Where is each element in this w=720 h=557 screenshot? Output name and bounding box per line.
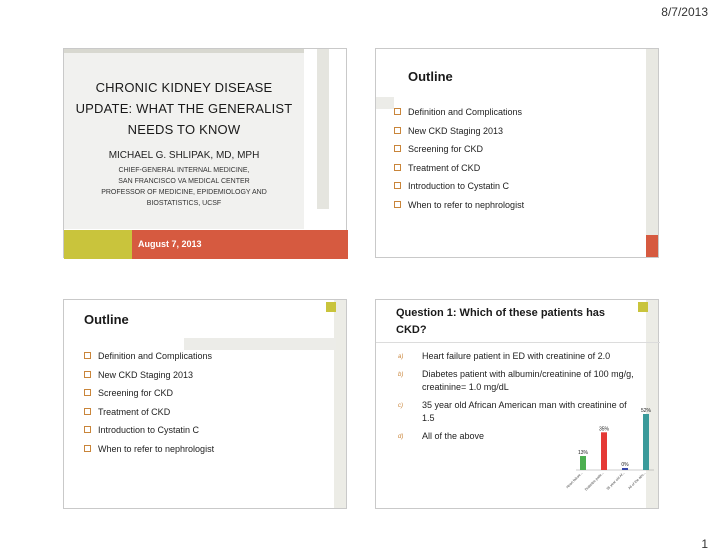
presentation-title: CHRONIC KIDNEY DISEASE UPDATE: WHAT THE GENERALIST NEEDS TO KNOW — [75, 80, 293, 137]
author-name: MICHAEL G. SHLIPAK, MD, MPH — [108, 150, 260, 161]
slide-question — [375, 299, 659, 509]
list-item: When to refer to nephrologist — [394, 198, 524, 217]
slide-heading: Outline — [84, 312, 129, 327]
chart-data-label: 0% — [621, 462, 629, 468]
gold-accent-block — [64, 230, 132, 259]
list-item: When to refer to nephrologist — [84, 442, 214, 461]
slide-outline-1 — [375, 48, 659, 258]
title-stripe — [64, 49, 304, 53]
question-title: Question 1: Which of these patients has CKD? — [396, 307, 606, 336]
list-item: New CKD Staging 2013 — [394, 124, 524, 143]
list-item: Introduction to Cystatin C — [394, 179, 524, 198]
list-item: New CKD Staging 2013 — [84, 368, 214, 387]
chart-category-label: All of the abo... — [627, 470, 647, 491]
list-item: Screening for CKD — [394, 142, 524, 161]
chart-bar — [643, 414, 649, 470]
list-item: Treatment of CKD — [394, 161, 524, 180]
page-number: 1 — [701, 537, 708, 551]
answer-option: a) Heart failure patient in ED with creatinine of 2.0 — [398, 351, 611, 361]
gold-accent-block — [326, 302, 336, 312]
list-item: Introduction to Cystatin C — [84, 423, 214, 442]
answer-option: b) Diabetes patient with albumin/creatinine of 100 mg/g, creatinine= 1.0 mg/dL — [398, 369, 634, 392]
accent-bar — [646, 49, 658, 257]
accent-bar — [334, 300, 346, 508]
page-date: 8/7/2013 — [661, 5, 708, 19]
outline-list — [394, 105, 524, 216]
answer-option: c) 35 year old African American man with creatinine of 1.5 — [398, 400, 627, 423]
poll-bar-chart — [565, 406, 656, 506]
answer-option: d) All of the above — [398, 431, 485, 441]
chart-category-label: 35 year old Af... — [605, 470, 626, 491]
accent-bar — [317, 49, 329, 209]
chart-category-label: Heart failure... — [565, 470, 584, 490]
slide-heading: Outline — [408, 69, 453, 84]
list-item: Treatment of CKD — [84, 405, 214, 424]
outline-list — [84, 349, 214, 460]
chart-bar — [601, 432, 607, 470]
list-item: Definition and Complications — [84, 349, 214, 368]
chart-data-label: 35% — [598, 426, 610, 433]
list-item: Definition and Complications — [394, 105, 524, 124]
slide-title — [63, 48, 347, 258]
chart-bar — [622, 468, 628, 470]
list-item: Screening for CKD — [84, 386, 214, 405]
accent-block — [646, 235, 658, 257]
author-affiliations: CHIEF-GENERAL INTERNAL MEDICINE, SAN FRANCISCO VA MEDICAL CENTER PROFESSOR OF MEDICINE, EPIDEMIOLOGY AND BIOSTATISTICS, UCSF — [101, 167, 267, 207]
accent-stripe — [376, 97, 394, 109]
chart-data-label: 52% — [640, 408, 652, 414]
divider — [376, 342, 660, 343]
date-band: August 7, 2013 — [132, 230, 348, 259]
chart-bar — [580, 456, 586, 470]
gold-accent-block — [638, 302, 648, 312]
chart-data-label: 13% — [577, 450, 589, 456]
chart-category-label: Diabetes patie... — [583, 470, 605, 492]
slide-outline-2 — [63, 299, 347, 509]
